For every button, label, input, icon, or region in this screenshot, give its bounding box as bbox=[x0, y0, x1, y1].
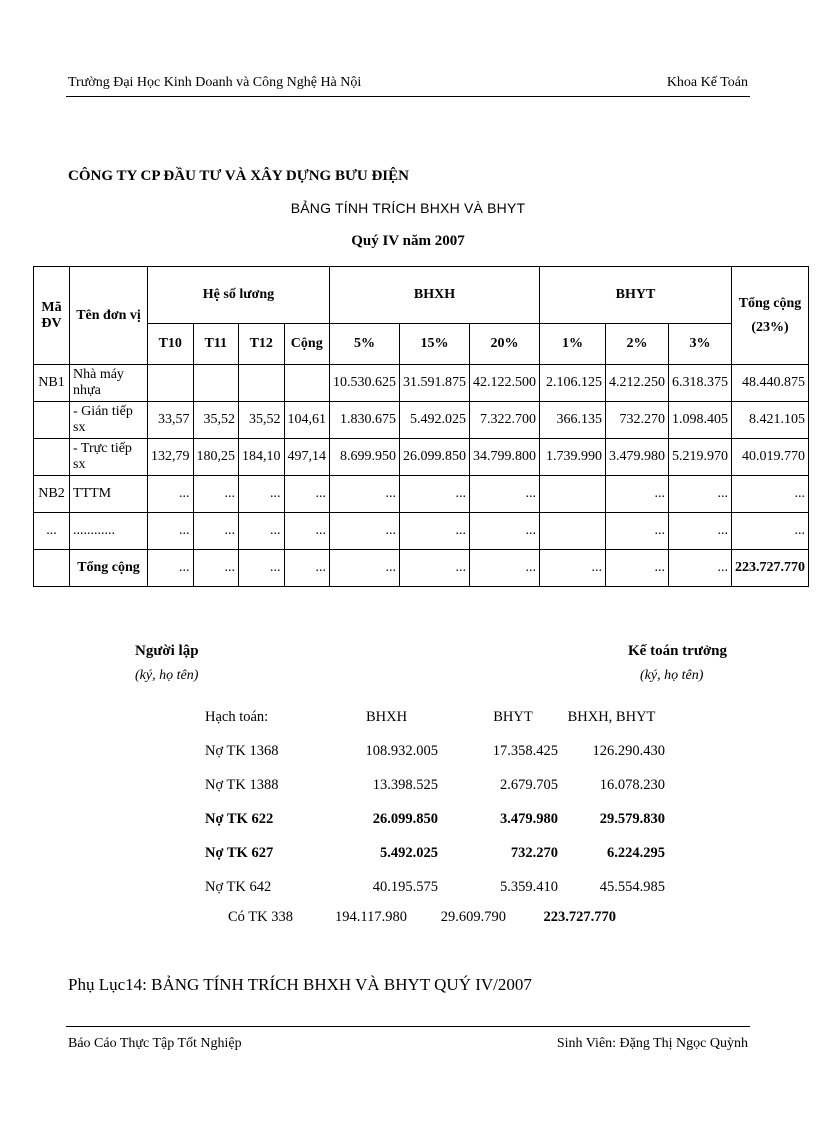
cell-value: 35,52 bbox=[193, 402, 239, 439]
insurance-table bbox=[33, 266, 809, 587]
col-he-so-luong: Hệ số lương bbox=[148, 267, 330, 324]
acct-debit-account: Nợ TK 622 bbox=[205, 810, 274, 827]
cell-value: 6.318.375 bbox=[669, 365, 732, 402]
acct-amount: 40.195.575 bbox=[372, 878, 438, 895]
subcol-bhxh-5: 5% bbox=[330, 324, 400, 365]
cell-value: 42.122.500 bbox=[470, 365, 540, 402]
acct-amount: 13.398.525 bbox=[372, 776, 438, 793]
preparer-sign-note: (ký, họ tên) bbox=[135, 668, 199, 683]
cell-value: ... bbox=[193, 513, 239, 550]
cell-value: 4.212.250 bbox=[606, 365, 669, 402]
cell-value: ... bbox=[400, 476, 470, 513]
cell-value: ... bbox=[732, 513, 809, 550]
table-row bbox=[34, 476, 809, 513]
cell-value: 31.591.875 bbox=[400, 365, 470, 402]
acct-amount: 3.479.980 bbox=[500, 810, 558, 827]
acct-amount: 26.099.850 bbox=[372, 810, 438, 827]
acct-amount: 5.359.410 bbox=[500, 878, 558, 895]
subcol-bhyt-1: 1% bbox=[540, 324, 606, 365]
cell-value: ... bbox=[284, 476, 330, 513]
col-bhxh: BHXH bbox=[330, 267, 540, 324]
cell-value bbox=[148, 365, 194, 402]
cell-value: ... bbox=[606, 550, 669, 587]
header-department: Khoa Kế Toán bbox=[666, 75, 748, 90]
cell-value: ... bbox=[669, 476, 732, 513]
cell-value: ... bbox=[669, 550, 732, 587]
cell-unit-name: - Gián tiếp sx bbox=[70, 402, 148, 439]
cell-value: ... bbox=[330, 550, 400, 587]
cell-value: ... bbox=[330, 513, 400, 550]
cell-code bbox=[34, 402, 70, 439]
accounting-row bbox=[205, 836, 665, 870]
document-period: Quý IV năm 2007 bbox=[351, 233, 465, 249]
cell-code: NB1 bbox=[34, 365, 70, 402]
cell-value: 1.739.990 bbox=[540, 439, 606, 476]
table-row bbox=[34, 513, 809, 550]
acct-head-total: BHXH, BHYT bbox=[567, 708, 656, 725]
acct-head-label: Hạch toán: bbox=[205, 708, 269, 725]
subcol-bhyt-2: 2% bbox=[606, 324, 669, 365]
subcol-cong: Cộng bbox=[284, 324, 330, 365]
cell-value: 26.099.850 bbox=[400, 439, 470, 476]
acct-amount: 108.932.005 bbox=[365, 742, 438, 759]
cell-value: 497,14 bbox=[284, 439, 330, 476]
cell-value: 35,52 bbox=[239, 402, 285, 439]
footer-report: Báo Cáo Thực Tập Tốt Nghiệp bbox=[68, 1036, 242, 1051]
cell-value: ... bbox=[470, 550, 540, 587]
cell-value: 732.270 bbox=[606, 402, 669, 439]
credit-bhyt: 29.609.790 bbox=[440, 909, 506, 925]
cell-code bbox=[34, 550, 70, 587]
cell-value bbox=[540, 513, 606, 550]
cell-value: 366.135 bbox=[540, 402, 606, 439]
header-divider bbox=[66, 96, 750, 97]
company-name: CÔNG TY CP ĐẦU TƯ VÀ XÂY DỰNG BƯU ĐIỆN bbox=[68, 168, 409, 184]
acct-amount: 6.224.295 bbox=[607, 844, 665, 861]
cell-value: 104,61 bbox=[284, 402, 330, 439]
cell-value bbox=[540, 476, 606, 513]
document-title: BẢNG TÍNH TRÍCH BHXH VÀ BHYT bbox=[290, 200, 526, 216]
cell-value: ... bbox=[400, 550, 470, 587]
subcol-bhyt-3: 3% bbox=[669, 324, 732, 365]
cell-unit-name: Nhà máy nhựa bbox=[70, 365, 148, 402]
cell-value: ... bbox=[284, 513, 330, 550]
col-bhyt: BHYT bbox=[540, 267, 732, 324]
cell-value: 48.440.875 bbox=[732, 365, 809, 402]
cell-value: ... bbox=[193, 550, 239, 587]
acct-debit-account: Nợ TK 627 bbox=[205, 844, 274, 861]
cell-unit-name: ............ bbox=[70, 513, 148, 550]
appendix-caption: Phụ Lục14: BẢNG TÍNH TRÍCH BHXH VÀ BHYT QUÝ IV/2007 bbox=[68, 975, 532, 994]
acct-amount: 16.078.230 bbox=[599, 776, 665, 793]
subcol-bhxh-20: 20% bbox=[470, 324, 540, 365]
col-ten-don-vi: Tên đơn vị bbox=[70, 267, 148, 365]
cell-code: ... bbox=[34, 513, 70, 550]
cell-value: 33,57 bbox=[148, 402, 194, 439]
cell-value: 5.492.025 bbox=[400, 402, 470, 439]
cell-value: 132,79 bbox=[148, 439, 194, 476]
cell-value: 34.799.800 bbox=[470, 439, 540, 476]
subcol-t10: T10 bbox=[148, 324, 194, 365]
chief-accountant-sign-note: (ký, họ tên) bbox=[640, 668, 704, 683]
accounting-row bbox=[205, 802, 665, 836]
acct-amount: 17.358.425 bbox=[492, 742, 558, 759]
cell-value: 1.830.675 bbox=[330, 402, 400, 439]
col-tong-cong-label: Tổng cộng bbox=[738, 295, 802, 311]
cell-value: ... bbox=[148, 476, 194, 513]
cell-value: 10.530.625 bbox=[330, 365, 400, 402]
credit-bhxh: 194.117.980 bbox=[335, 909, 407, 925]
cell-unit-name: TTTM bbox=[70, 476, 148, 513]
cell-value bbox=[284, 365, 330, 402]
cell-value: 8.699.950 bbox=[330, 439, 400, 476]
header-school: Trường Đại Học Kinh Doanh và Công Nghệ Hà Nội bbox=[68, 75, 362, 90]
chief-accountant-title: Kế toán trưởng bbox=[628, 643, 727, 659]
cell-unit-name: - Trực tiếp sx bbox=[70, 439, 148, 476]
acct-debit-account: Nợ TK 1388 bbox=[205, 776, 279, 793]
cell-value: ... bbox=[470, 513, 540, 550]
cell-value: 5.219.970 bbox=[669, 439, 732, 476]
cell-value: ... bbox=[330, 476, 400, 513]
cell-value: 3.479.980 bbox=[606, 439, 669, 476]
acct-debit-account: Nợ TK 1368 bbox=[205, 742, 279, 759]
table-row bbox=[34, 439, 809, 476]
accounting-row bbox=[205, 870, 665, 904]
acct-amount: 45.554.985 bbox=[599, 878, 665, 895]
cell-value: ... bbox=[239, 476, 285, 513]
cell-value: ... bbox=[606, 476, 669, 513]
table-row bbox=[34, 550, 809, 587]
cell-value: 223.727.770 bbox=[732, 550, 809, 587]
credit-account: Có TK 338 bbox=[228, 909, 293, 925]
footer-divider bbox=[66, 1026, 750, 1027]
acct-head-bhyt: BHYT bbox=[493, 708, 533, 725]
cell-value: 180,25 bbox=[193, 439, 239, 476]
col-tong-cong-pct: (23%) bbox=[751, 319, 789, 335]
acct-amount: 732.270 bbox=[510, 844, 558, 861]
credit-total: 223.727.770 bbox=[543, 909, 616, 925]
cell-value bbox=[239, 365, 285, 402]
table-row bbox=[34, 365, 809, 402]
cell-value: ... bbox=[400, 513, 470, 550]
cell-value: ... bbox=[606, 513, 669, 550]
accounting-entries bbox=[205, 700, 665, 904]
cell-value: ... bbox=[148, 513, 194, 550]
acct-amount: 2.679.705 bbox=[500, 776, 558, 793]
cell-value: ... bbox=[470, 476, 540, 513]
acct-amount: 5.492.025 bbox=[380, 844, 438, 861]
subcol-t11: T11 bbox=[193, 324, 239, 365]
cell-value: ... bbox=[239, 550, 285, 587]
accounting-row bbox=[205, 734, 665, 768]
cell-value: ... bbox=[284, 550, 330, 587]
col-ma-dv: Mã ĐV bbox=[34, 267, 70, 365]
footer-student: Sinh Viên: Đặng Thị Ngọc Quỳnh bbox=[556, 1036, 748, 1051]
preparer-title: Người lập bbox=[135, 643, 199, 659]
cell-value: ... bbox=[239, 513, 285, 550]
cell-value: 8.421.105 bbox=[732, 402, 809, 439]
cell-value: 7.322.700 bbox=[470, 402, 540, 439]
cell-value: ... bbox=[193, 476, 239, 513]
cell-unit-name: Tổng cộng bbox=[70, 550, 148, 587]
cell-value bbox=[193, 365, 239, 402]
cell-value: 184,10 bbox=[239, 439, 285, 476]
acct-amount: 126.290.430 bbox=[592, 742, 665, 759]
col-tong-cong bbox=[732, 267, 809, 365]
accounting-row bbox=[205, 768, 665, 802]
acct-amount: 29.579.830 bbox=[599, 810, 665, 827]
acct-head-bhxh: BHXH bbox=[365, 708, 408, 725]
subcol-bhxh-15: 15% bbox=[400, 324, 470, 365]
subcol-t12: T12 bbox=[239, 324, 285, 365]
cell-value: ... bbox=[732, 476, 809, 513]
cell-value: ... bbox=[540, 550, 606, 587]
cell-code bbox=[34, 439, 70, 476]
cell-value: 40.019.770 bbox=[732, 439, 809, 476]
cell-value: 2.106.125 bbox=[540, 365, 606, 402]
cell-value: 1.098.405 bbox=[669, 402, 732, 439]
table-row bbox=[34, 402, 809, 439]
cell-value: ... bbox=[148, 550, 194, 587]
cell-value: ... bbox=[669, 513, 732, 550]
acct-debit-account: Nợ TK 642 bbox=[205, 878, 272, 895]
cell-code: NB2 bbox=[34, 476, 70, 513]
